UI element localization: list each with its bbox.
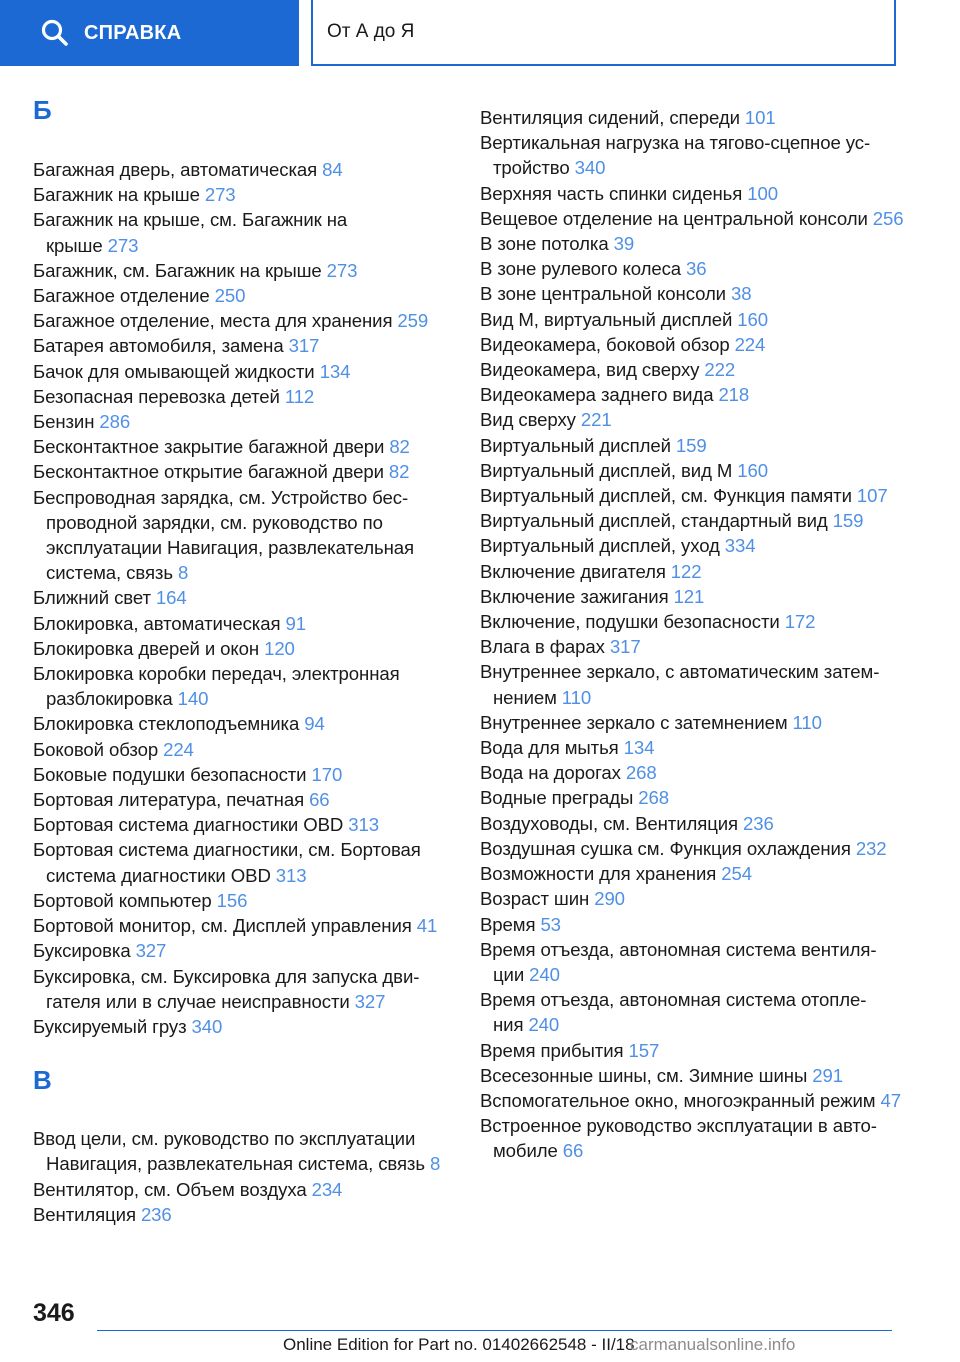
index-entry-text: Ввод цели, см. руководство по эксплуатации Навигация, развлекательная система, связь — [33, 1128, 425, 1175]
page-reference-link[interactable]: 273 — [107, 234, 139, 256]
page-reference-link[interactable]: 82 — [388, 461, 410, 483]
page-reference-link[interactable]: 317 — [609, 636, 641, 658]
index-entry-text: Включение двигателя — [480, 560, 666, 582]
page-reference-link[interactable]: 8 — [429, 1153, 441, 1175]
index-entry — [33, 964, 443, 1014]
page-reference-link[interactable]: 218 — [718, 384, 750, 406]
index-entry — [480, 533, 910, 558]
index-entry — [33, 888, 443, 913]
index-entry-text: Бензин — [33, 411, 95, 433]
index-entry-text: В зоне потолка — [480, 233, 609, 255]
page-reference-link[interactable]: 240 — [528, 1014, 560, 1036]
index-entry-text: Виртуальный дисплей, стандартный вид — [480, 510, 828, 532]
index-entry-text: Беспроводная зарядка, см. Устройство беспроводной зарядки, см. руководство по эксплуатации Навигация, развлекательная система, связь — [33, 486, 414, 584]
index-list-v-continued — [480, 105, 910, 1164]
index-entry — [480, 659, 910, 709]
index-entry-text: Встроенное руководство эксплуатации в автомобиле — [480, 1115, 877, 1162]
page-reference-link[interactable]: 120 — [264, 637, 295, 659]
index-entry-text: Бортовая литература, печатная — [33, 789, 305, 811]
index-entry — [480, 332, 910, 357]
page-reference-link[interactable]: 254 — [721, 863, 752, 885]
index-entry — [33, 837, 443, 887]
page-reference-link[interactable]: 164 — [155, 587, 187, 609]
index-entry-text: Бортовой компьютер — [33, 889, 212, 911]
page-reference-link[interactable]: 313 — [275, 864, 307, 886]
page-reference-link[interactable]: 39 — [613, 233, 635, 255]
index-entry-text: Боковой обзор — [33, 738, 159, 760]
index-entry — [480, 785, 910, 810]
index-entry-text: Возможности для хранения — [480, 863, 717, 885]
az-index-tab[interactable] — [311, 0, 896, 66]
page-reference-link[interactable]: 273 — [326, 259, 358, 281]
index-entry — [33, 762, 443, 787]
index-entry-text: Время отъезда, автономная система вентиляции — [480, 938, 877, 985]
index-entry-text: Виртуальный дисплей, уход — [480, 535, 720, 557]
index-entry — [480, 357, 910, 382]
index-entry-text: Внутреннее зеркало с затемнением — [480, 711, 788, 733]
index-entry — [33, 459, 443, 484]
index-entry-text: Бортовой монитор, см. Дисплей управления — [33, 915, 412, 937]
index-entry — [480, 206, 910, 231]
index-entry — [33, 938, 443, 963]
index-entry — [33, 585, 443, 610]
index-entry-text: Воздуховоды, см. Вентиляция — [480, 812, 739, 834]
az-index-label: От А до Я — [327, 21, 415, 42]
page-reference-link[interactable]: 286 — [99, 411, 131, 433]
index-entry-text: Вентиляция сидений, спереди — [480, 107, 740, 128]
index-entry — [33, 359, 443, 384]
index-entry — [480, 584, 910, 609]
index-entry-text: Внутреннее зеркало, с автоматическим затемнением — [480, 661, 880, 708]
index-entry — [480, 609, 910, 634]
index-column-right — [480, 105, 910, 1164]
index-entry — [480, 181, 910, 206]
footer — [0, 1290, 960, 1362]
index-entry-text: В зоне центральной консоли — [480, 283, 726, 305]
index-entry-text: Буксировка — [33, 940, 131, 962]
index-list-v — [33, 1126, 443, 1227]
page-reference-link[interactable]: 313 — [348, 814, 379, 836]
index-entry — [33, 409, 443, 434]
index-entry-text: Бачок для омывающей жидкости — [33, 360, 315, 382]
index-entry — [33, 913, 443, 938]
page-reference-link[interactable]: 160 — [737, 459, 769, 481]
help-tab-label: СПРАВКА — [84, 21, 182, 44]
page-reference-link[interactable]: 38 — [730, 283, 752, 305]
index-entry-text: Безопасная перевозка детей — [33, 385, 280, 407]
index-entry-text: Ближний свет — [33, 587, 151, 609]
index-entry-text: Виртуальный дисплей — [480, 434, 671, 456]
index-entry — [480, 407, 910, 432]
edition-note: Online Edition for Part no. 01402662548 - II/18 — [283, 1335, 635, 1354]
index-entry-text: Водные преграды — [480, 787, 634, 809]
page-reference-link[interactable]: 53 — [540, 913, 561, 935]
page-reference-link[interactable]: 224 — [163, 738, 194, 760]
index-entry — [33, 485, 443, 586]
index-entry — [480, 1113, 910, 1163]
index-entry — [33, 157, 443, 182]
page-reference-link[interactable]: 222 — [704, 359, 736, 381]
index-entry — [480, 559, 910, 584]
index-entry — [33, 207, 443, 257]
index-entry — [480, 861, 910, 886]
page-reference-link[interactable]: 66 — [309, 789, 330, 811]
index-entry — [480, 307, 910, 332]
index-entry-text: Буксировка, см. Буксировка для запуска двигателя или в случае неисправности — [33, 965, 420, 1012]
index-entry-text: Боковые подушки безопасности — [33, 763, 307, 785]
index-entry — [33, 1202, 443, 1227]
index-entry-text: Время — [480, 913, 536, 935]
index-entry — [480, 1063, 910, 1088]
index-entry-text: Вода для мытья — [480, 737, 619, 759]
index-entry-text: Видеокамера, вид сверху — [480, 359, 700, 381]
index-entry — [33, 661, 443, 711]
index-entry — [33, 182, 443, 207]
index-entry — [480, 458, 910, 483]
index-entry — [33, 787, 443, 812]
index-entry-text: Возраст шин — [480, 888, 590, 910]
index-entry-text: Багажное отделение — [33, 285, 210, 307]
page-reference-link[interactable]: 112 — [284, 385, 315, 407]
index-entry-text: В зоне рулевого колеса — [480, 258, 682, 280]
index-entry — [33, 737, 443, 762]
page-reference-link[interactable]: 236 — [140, 1203, 172, 1225]
page-reference-link[interactable]: 236 — [743, 812, 774, 834]
page-reference-link[interactable]: 134 — [623, 737, 655, 759]
index-entry — [480, 105, 910, 130]
page-reference-link[interactable]: 240 — [529, 963, 560, 985]
page-reference-link[interactable]: 224 — [734, 333, 766, 355]
index-entry-text: Вспомогательное окно, многоэкранный режим — [480, 1089, 876, 1111]
page-reference-link[interactable]: 327 — [135, 940, 167, 962]
index-entry — [480, 634, 910, 659]
index-entry — [480, 735, 910, 760]
index-entry — [33, 434, 443, 459]
index-entry-text: Багажная дверь, автоматическая — [33, 159, 318, 180]
index-entry-text: Видеокамера, боковой обзор — [480, 333, 730, 355]
index-entry-text: Блокировка стеклоподъемника — [33, 713, 300, 735]
index-entry — [480, 987, 910, 1037]
index-entry — [480, 811, 910, 836]
index-entry-text: Бесконтактное открытие багажной двери — [33, 461, 384, 483]
index-entry-text: Вид M, виртуальный дисплей — [480, 308, 733, 330]
header — [0, 0, 960, 66]
page-reference-link[interactable]: 250 — [214, 285, 246, 307]
index-entry-text: Багажник, см. Багажник на крыше — [33, 259, 322, 281]
index-entry — [480, 937, 910, 987]
index-entry-text: Блокировка, автоматическая — [33, 612, 281, 634]
page-reference-link[interactable]: 273 — [204, 184, 236, 206]
page-reference-link[interactable]: 268 — [625, 762, 657, 784]
index-entry — [480, 256, 910, 281]
page-reference-link[interactable]: 122 — [670, 560, 702, 582]
page-reference-link[interactable]: 94 — [304, 713, 325, 735]
index-entry — [33, 333, 443, 358]
page-reference-link[interactable]: 101 — [744, 107, 776, 128]
index-entry — [480, 130, 910, 180]
page-reference-link[interactable]: 334 — [724, 535, 756, 557]
index-entry — [480, 1088, 910, 1113]
index-entry-text: Вид сверху — [480, 409, 576, 431]
page-reference-link[interactable]: 159 — [832, 510, 864, 532]
page-reference-link[interactable]: 327 — [354, 990, 386, 1012]
index-list-b — [33, 157, 443, 1039]
index-entry — [480, 1038, 910, 1063]
index-entry — [33, 308, 443, 333]
page-reference-link[interactable]: 36 — [686, 258, 707, 280]
index-entry-text: Багажник на крыше — [33, 184, 200, 206]
page-reference-link[interactable]: 259 — [397, 310, 429, 332]
page-reference-link[interactable]: 172 — [784, 611, 816, 633]
index-entry — [33, 1177, 443, 1202]
index-entry-text: Бортовая система диагностики, см. Бортовая система диагностики OBD — [33, 839, 421, 886]
help-tab[interactable] — [0, 0, 299, 66]
page-reference-link[interactable]: 159 — [675, 434, 707, 456]
watermark: carmanualsonline.info — [630, 1335, 796, 1354]
page-reference-link[interactable]: 268 — [638, 787, 669, 809]
index-entry-text: Бесконтактное закрытие багажной двери — [33, 436, 385, 458]
search-icon — [40, 18, 70, 48]
index-entry-text: Включение зажигания — [480, 585, 669, 607]
page-reference-link[interactable]: 8 — [177, 562, 189, 584]
page-reference-link[interactable]: 66 — [562, 1140, 584, 1162]
page-reference-link[interactable]: 291 — [812, 1064, 843, 1086]
index-entry-text: Видеокамера заднего вида — [480, 384, 714, 406]
index-entry-text: Верхняя часть спинки сиденья — [480, 182, 743, 204]
index-entry — [33, 1126, 443, 1176]
index-entry — [33, 258, 443, 283]
index-entry — [480, 886, 910, 911]
index-entry-text: Воздушная сушка см. Функция охлаждения — [480, 837, 851, 859]
page-reference-link[interactable]: 340 — [574, 157, 606, 179]
page-reference-link[interactable]: 290 — [594, 888, 625, 910]
index-entry-text: Багажник на крыше, см. Багажник на крыше — [33, 209, 348, 256]
index-column-left — [33, 92, 443, 1227]
index-entry — [33, 812, 443, 837]
page-reference-link[interactable]: 221 — [580, 409, 612, 431]
index-entry-text: Вертикальная нагрузка на тягово-сцепное устройство — [480, 132, 871, 179]
footer-divider — [97, 1330, 892, 1331]
index-entry-text: Блокировка дверей и окон — [33, 637, 260, 659]
index-entry — [33, 611, 443, 636]
index-entry-text: Вентилятор, см. Объем воздуха — [33, 1178, 307, 1200]
index-entry — [33, 384, 443, 409]
index-entry-text: Блокировка коробки передач, электронная разблокировка — [33, 663, 400, 710]
page-reference-link[interactable]: 100 — [747, 182, 778, 204]
index-entry-text: Включение, подушки безопасности — [480, 611, 780, 633]
section-letter-v: В — [33, 1065, 52, 1096]
index-entry — [480, 231, 910, 256]
page-reference-link[interactable]: 110 — [792, 711, 822, 733]
index-entry — [480, 710, 910, 735]
index-entry — [480, 483, 910, 508]
page-reference-link[interactable]: 110 — [561, 686, 592, 708]
index-entry-text: Буксируемый груз — [33, 1015, 187, 1037]
index-entry-text: Время отъезда, автономная система отопления — [480, 989, 867, 1036]
page-reference-link[interactable]: 140 — [177, 688, 209, 710]
page-number: 346 — [33, 1299, 75, 1327]
page-reference-link[interactable]: 234 — [311, 1178, 343, 1200]
index-entry-text: Виртуальный дисплей, вид M — [480, 459, 733, 481]
page-reference-link[interactable]: 232 — [855, 837, 887, 859]
page-reference-link[interactable]: 41 — [416, 915, 438, 937]
index-entry — [480, 912, 910, 937]
page-reference-link[interactable]: 156 — [216, 889, 248, 911]
index-entry — [480, 281, 910, 306]
index-entry — [33, 1014, 443, 1039]
index-entry — [480, 760, 910, 785]
page-reference-link[interactable]: 256 — [872, 207, 904, 229]
index-entry-text: Всесезонные шины, см. Зимние шины — [480, 1064, 808, 1086]
index-entry — [33, 711, 443, 736]
page-reference-link[interactable]: 317 — [288, 335, 320, 357]
index-entry — [480, 382, 910, 407]
page-reference-link[interactable]: 121 — [673, 585, 705, 607]
index-entry-text: Время прибытия — [480, 1039, 624, 1061]
page-reference-link[interactable]: 160 — [737, 308, 769, 330]
page-reference-link[interactable]: 84 — [322, 159, 343, 180]
page-reference-link[interactable]: 107 — [856, 485, 888, 507]
page-reference-link[interactable]: 91 — [285, 612, 306, 634]
index-entry-text: Бортовая система диагностики OBD — [33, 814, 344, 836]
index-entry-text: Виртуальный дисплей, см. Функция памяти — [480, 485, 852, 507]
page-reference-link[interactable]: 47 — [880, 1089, 901, 1111]
index-entry-text: Багажное отделение, места для хранения — [33, 310, 393, 332]
index-entry-text: Батарея автомобиля, замена — [33, 335, 284, 357]
page-reference-link[interactable]: 170 — [311, 763, 343, 785]
page-reference-link[interactable]: 340 — [191, 1015, 223, 1037]
page-reference-link[interactable]: 157 — [628, 1039, 660, 1061]
page-reference-link[interactable]: 82 — [389, 436, 410, 458]
index-entry-text: Вода на дорогах — [480, 762, 621, 784]
page-reference-link[interactable]: 134 — [319, 360, 351, 382]
index-entry — [33, 636, 443, 661]
section-letter-b: Б — [33, 95, 52, 125]
index-entry-text: Влага в фарах — [480, 636, 605, 658]
index-entry-text: Вещевое отделение на центральной консоли — [480, 207, 868, 229]
index-entry — [480, 508, 910, 533]
index-entry — [480, 836, 910, 861]
index-entry — [33, 283, 443, 308]
index-entry — [480, 433, 910, 458]
index-entry-text: Вентиляция — [33, 1203, 136, 1225]
